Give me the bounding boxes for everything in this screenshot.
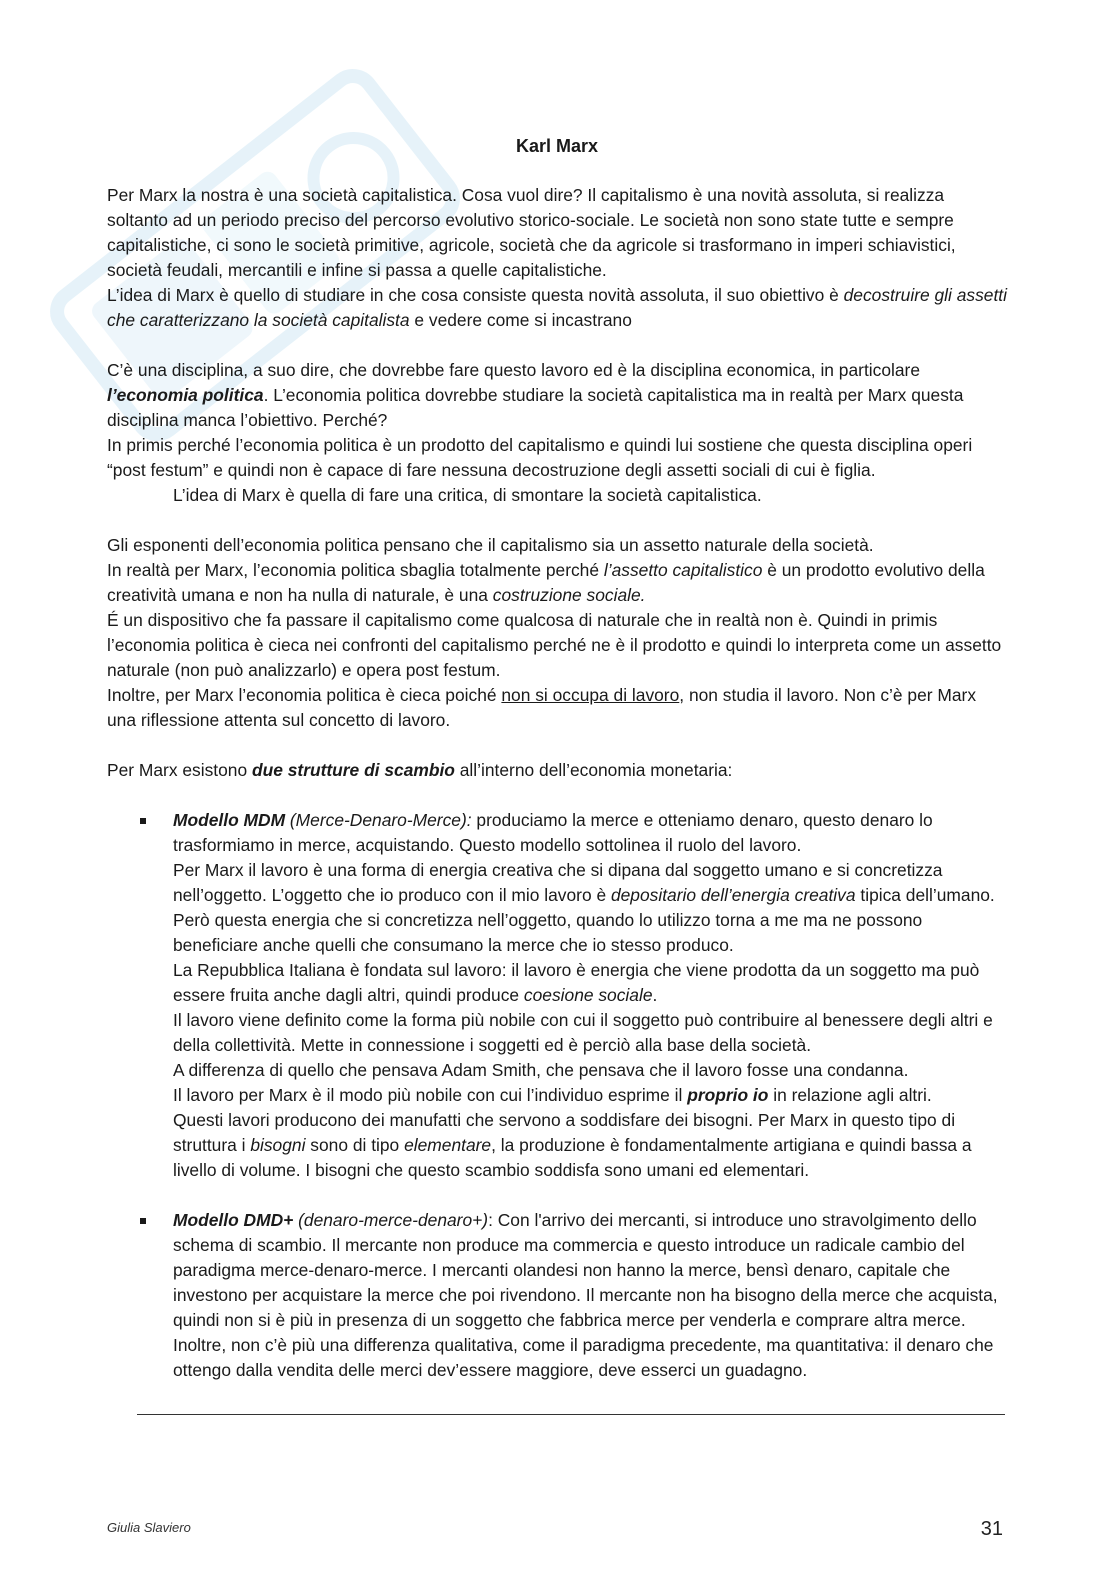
text-run: tipica dell’umano. Però questa energia che si concretizza nell’oggetto, quando lo utilizzo torna a me ma ne possono beneficiare anche quelli che consumano la merce che io stesso produco.	[173, 885, 995, 955]
text-run: Per Marx il lavoro è una forma di energia creativa che si dipana dal soggetto umano e si concretizza nell’oggetto. L’oggetto che io produco con il mio lavoro è	[173, 860, 943, 905]
emphasis-text: decostruire gli assetti che caratterizzano la società capitalista	[107, 285, 1007, 330]
bullet-1-line-7	[173, 1108, 1007, 1183]
bullet-heading: Modello DMD+	[173, 1210, 294, 1230]
bullet-1-line-6	[173, 1083, 1007, 1108]
emphasis-text: bisogni	[250, 1135, 306, 1155]
text-run: La Repubblica Italiana è fondata sul lavoro: il lavoro è energia che viene prodotta da un soggetto ma può essere fruita anche dagli altri, quindi produce	[173, 960, 980, 1005]
text-run: e vedere come si incastrano	[409, 310, 632, 330]
emphasis-text: depositario dell’energia creativa	[610, 885, 856, 905]
paragraph-1: Per Marx la nostra è una società capitalistica. Cosa vuol dire? Il capitalismo è una novità assoluta, si realizza soltanto ad un periodo preciso del percorso evolutivo storico-sociale. Le società non sono state tutte e sempre capitalistiche, ci sono le società primitive, agricole, società che da agricole si trasformano in imperi schiavistici, società feudali, mercantili e infine si passa a quelle capitalistiche.	[107, 185, 956, 280]
bullet-2-text	[173, 1208, 1007, 1383]
document-page	[107, 130, 1007, 1383]
emphasis-text: elementare	[404, 1135, 492, 1155]
bullet-1-line-3	[173, 958, 1007, 1008]
page-title: Karl Marx	[515, 136, 599, 156]
paragraph-9	[107, 683, 1007, 733]
paragraph-8: É un dispositivo che fa passare il capitalismo come qualcosa di naturale che in realtà non è. Quindi in primis l’economia politica è cieca nei confronti del capitalismo perché ne è il prodotto e quindi lo interpreta come un assetto naturale (non può analizzarlo) e opera post festum.	[107, 610, 1002, 680]
text-run: In realtà per Marx, l’economia politica sbaglia totalmente perché	[107, 560, 604, 580]
text-run: è un prodotto evolutivo della creatività umana e non ha nulla di naturale, è una	[107, 560, 985, 605]
text-run: Il lavoro per Marx è il modo più nobile con cui l’individuo esprime il	[173, 1085, 688, 1105]
paragraph-4: In primis perché l’economia politica è un prodotto del capitalismo e quindi lui sostiene che questa disciplina operi “post festum” e quindi non è capace di fare nessuna decostruzione degli assetti sociali di cui è figlia.	[107, 435, 973, 480]
footer-author: Giulia Slaviero	[107, 1520, 191, 1535]
bold-emphasis-text: l’economia politica	[107, 385, 264, 405]
paragraph-2	[107, 283, 1007, 333]
paragraph-10	[107, 758, 1007, 783]
emphasis-text: l’assetto capitalistico	[603, 560, 763, 580]
text-run: , non studia il lavoro. Non c’è per Marx una riflessione attenta sul concetto di lavoro.	[107, 685, 977, 730]
text-run: C’è una disciplina, a suo dire, che dovrebbe fare questo lavoro ed è la disciplina economica, in particolare	[107, 360, 921, 380]
paragraph-6: Gli esponenti dell’economia politica pensano che il capitalismo sia un assetto naturale della società.	[107, 535, 874, 555]
list-item-dmd	[107, 1208, 1007, 1383]
bullet-heading: Modello MDM	[173, 810, 286, 830]
text-run: sono di tipo	[305, 1135, 405, 1155]
text-run: all’interno dell’economia monetaria:	[454, 760, 733, 780]
text-run: L’idea di Marx è quello di studiare in che cosa consiste questa novità assoluta, il suo obiettivo è	[107, 285, 844, 305]
text-run: Per Marx esistono	[107, 760, 252, 780]
bullet-list	[107, 808, 1007, 1383]
emphasis-text: costruzione sociale.	[492, 585, 646, 605]
bullet-1-line-2	[173, 858, 1007, 958]
underlined-text: non si occupa di lavoro	[501, 685, 680, 705]
bullet-1-line-5: A differenza di quello che pensava Adam Smith, che pensava che il lavoro fosse una condanna.	[173, 1060, 909, 1080]
text-run: in relazione agli altri.	[768, 1085, 932, 1105]
emphasis-text: coesione sociale	[523, 985, 653, 1005]
text-run: Inoltre, per Marx l’economia politica è cieca poiché	[107, 685, 502, 705]
bold-emphasis-text: due strutture di scambio	[251, 760, 455, 780]
text-run: Questi lavori producono dei manufatti che servono a soddisfare dei bisogni. Per Marx in questo tipo di struttura i	[173, 1110, 956, 1155]
text-run: , la produzione è fondamentalmente artigiana e quindi bassa a livello di volume. I bisogni che questo scambio soddisfa sono umani ed elementari.	[173, 1135, 972, 1180]
square-bullet-icon	[140, 1218, 146, 1224]
list-item-mdm	[107, 808, 1007, 1183]
bullet-heading-subtitle: (denaro-merce-denaro+)	[293, 1210, 489, 1230]
text-run: . L’economia politica dovrebbe studiare la società capitalistica ma in realtà per Marx questa disciplina manca l’obiettivo. Perché?	[107, 385, 964, 430]
bullet-1-intro	[173, 808, 1007, 858]
paragraph-7	[107, 558, 1007, 608]
paragraph-5: L’idea di Marx è quella di fare una critica, di smontare la società capitalistica.	[173, 485, 762, 505]
bold-emphasis-text: proprio io	[687, 1085, 769, 1105]
bullet-heading-subtitle: (Merce-Denaro-Merce):	[285, 810, 472, 830]
square-bullet-icon	[140, 818, 146, 824]
bullet-1-line-4: Il lavoro viene definito come la forma più nobile con cui il soggetto può contribuire al benessere degli altri e della collettività. Mette in connessione i soggetti ed è perciò alla base della società.	[173, 1010, 993, 1055]
list-spacer	[107, 1183, 1007, 1208]
page-number: 31	[980, 1518, 1003, 1540]
text-run: : Con l'arrivo dei mercanti, si introduce uno stravolgimento dello schema di scambio. Il mercante non produce ma commercia e questo introduce un radicale cambio del paradigma merce-denaro-merce. I mercanti olandesi non hanno la merce, bensì denaro, capitale che investono per acquistare la merce che poi rivendono. Il mercante non ha bisogno della merce che acquista, quindi non si è più in presenza di un soggetto che fabbrica merce per venderla e comprare altra merce. Inoltre, non c’è più una differenza qualitativa, come il paradigma precedente, ma quantitativa: il denaro che ottengo dalla vendita delle merci dev’essere maggiore, deve esserci un guadagno.	[173, 1210, 998, 1380]
text-run: .	[652, 985, 658, 1005]
horizontal-divider	[137, 1414, 1005, 1415]
text-run: produciamo la merce e otteniamo denaro, questo denaro lo trasformiamo in merce, acquistando. Questo modello sottolinea il ruolo del lavoro.	[173, 810, 933, 855]
paragraph-3	[107, 358, 1007, 433]
